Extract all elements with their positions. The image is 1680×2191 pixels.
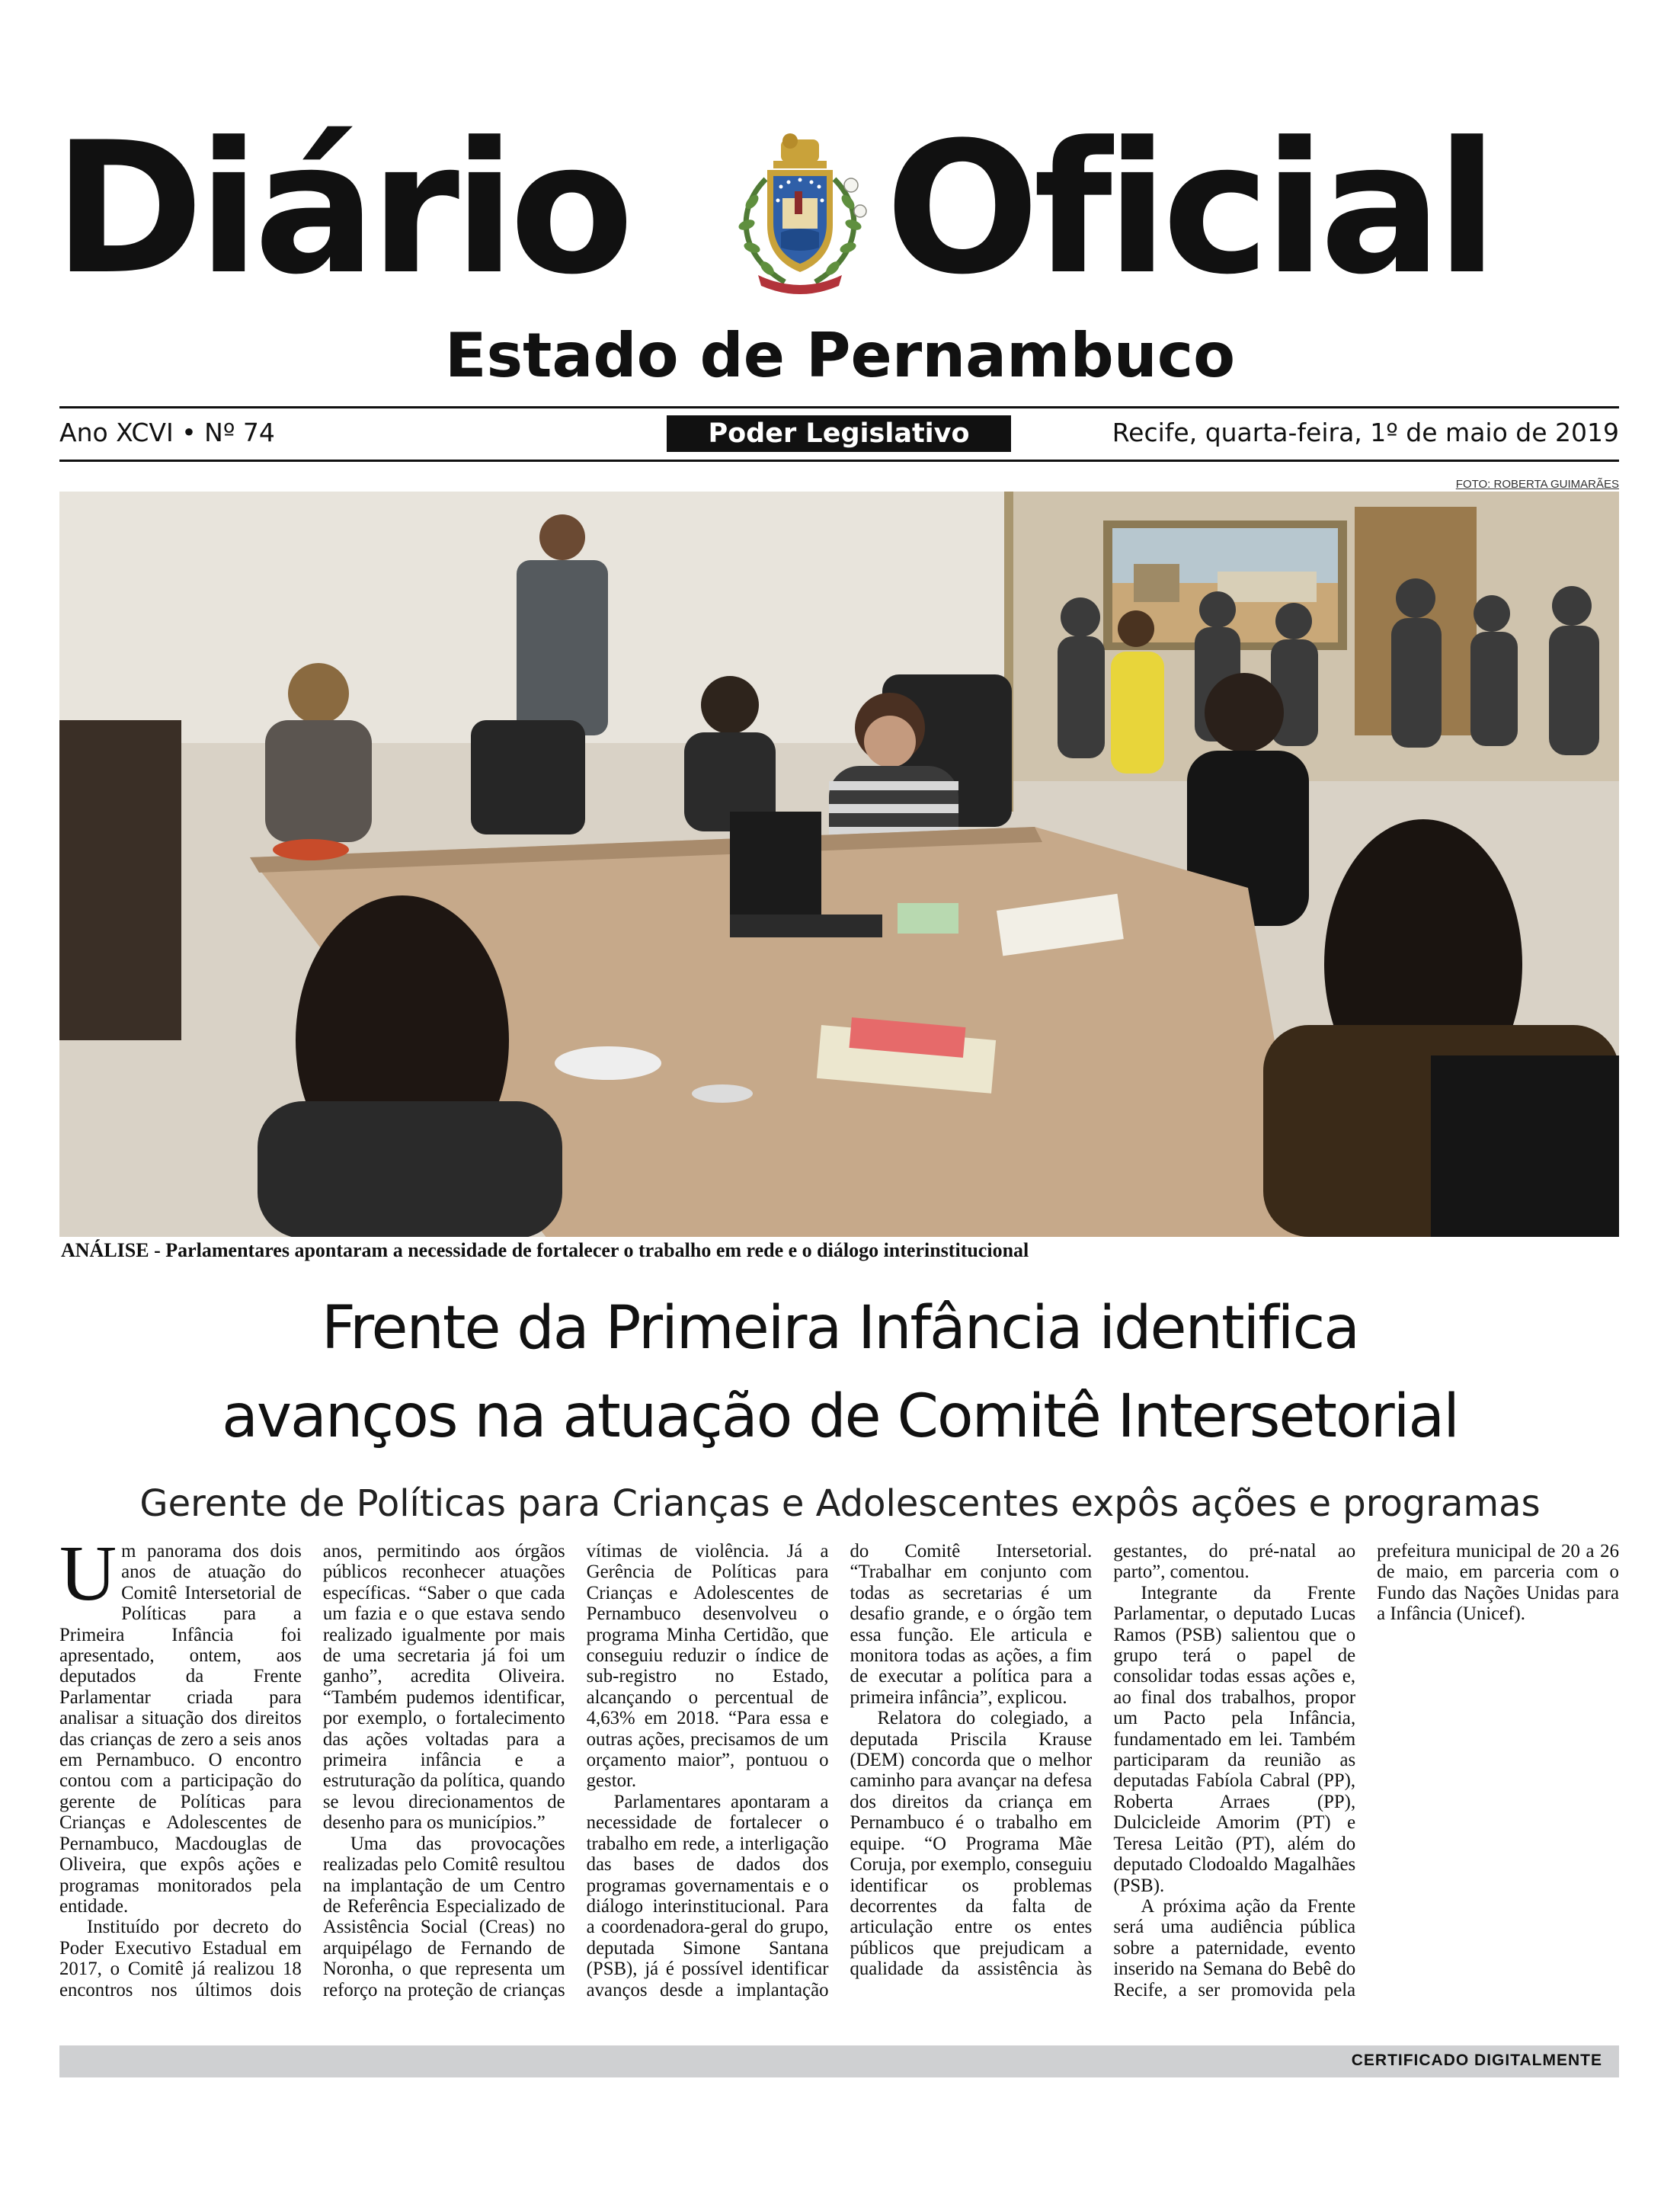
masthead-top-rule <box>59 406 1619 408</box>
article-paragraph: A próxima ação da Frente será uma audiência pública sobre a paternidade, evento inserido na Semana do Bebê do Recife, a ser promovida pela prefeitura municipal de 20 a 26 de maio, em parceria com o Fundo das Nações Unidas para a Infância (Unicef). <box>1113 1541 1619 2000</box>
headline-line-2: avanços na atuação de Comitê Intersetorial <box>222 1382 1458 1451</box>
article-deck: Gerente de Políticas para Crianças e Adolescentes expôs ações e programas <box>139 1482 1541 1525</box>
photo-caption <box>61 1239 1029 1262</box>
caption-text: Parlamentares apontaram a necessidade de fortalecer o trabalho em rede e o diálogo interinstitucional <box>160 1239 1029 1261</box>
drop-cap: U <box>59 1530 117 1617</box>
article-paragraph: Integrante da Frente Parlamentar, o deputado Lucas Ramos (PSB) salientou que o grupo terá o papel de consolidar todas essas ações e, ao final dos trabalhos, propor um Pacto pela Infância, fundamentado em lei. Também participaram da reunião as deputadas Fabíola Cabral (PP), Roberta Arraes (PP), Dulcicleide Amorim (PT) e Teresa Leitão (PT), além do deputado Clodoaldo Magalhães (PSB). <box>1113 1582 1356 1896</box>
article-paragraph: Parlamentares apontaram a necessidade de fortalecer o trabalho em rede, a interligação das bases de dados dos programas governamentais e o diálogo interinstitucional. Para a coordenadora-geral do grupo, deputada Simone Santana (PSB), já é possível identificar avanços desde a implantação do Comitê Intersetorial. “Trabalhar em conjunto com todas as secretarias é um desafio grande, e o órgão tem essa função. Ele articula e monitora todas as ações, a fim de executar a política para a primeira infância”, explicou. <box>586 1541 1093 2000</box>
article-body <box>59 1530 1619 2006</box>
dateline: Recife, quarta-feira, 1º de maio de 2019 <box>1112 418 1619 447</box>
meeting-photo <box>59 492 1619 1237</box>
headline-line-1: Frente da Primeira Infância identifica <box>321 1294 1359 1363</box>
branch-badge: Poder Legislativo <box>667 415 1011 452</box>
masthead-title-right: Oficial <box>885 104 1493 315</box>
masthead-bottom-rule <box>59 460 1619 462</box>
article-paragraph: Um panorama dos dois anos de atuação do Comitê Intersetorial de Políticas para a Primeira Infância foi apresentado, ontem, aos deputados da Frente Parlamentar criada para analisar a situação dos direitos das crianças de zero a seis anos em Pernambuco. O encontro contou com a participação do gerente de Políticas para Crianças e Adolescentes de Pernambuco, Macdouglas de Oliveira, que expôs ações e programas monitorados pela entidade. <box>59 1530 302 1917</box>
photo-credit: FOTO: ROBERTA GUIMARÃES <box>1455 478 1619 491</box>
certified-label: CERTIFICADO DIGITALMENTE <box>1351 2052 1602 2069</box>
article-paragraph: Uma das provocações realizadas pelo Comitê resultou na implantação de um Centro de Referência Especializado de Assistência Social (Creas) no arquipélago de Fernando de Noronha, o que representa um reforço na proteção de crianças vítimas de violência. Já a Gerência de Políticas para Crianças e Adolescentes de Pernambuco desenvolveu o programa Minha Certidão, que conseguiu reduzir o índice de sub-registro no Estado, alcançando o percentual de 4,63% em 2018. “Para essa e outras ações, precisamos de um orçamento maior”, pontuou o gestor. <box>322 1541 829 2000</box>
caption-lead: ANÁLISE - <box>61 1239 161 1261</box>
issue-number: Ano XCVI • Nº 74 <box>59 418 275 447</box>
article-headline <box>0 1284 1680 1461</box>
footer-bar <box>59 2045 1619 2077</box>
article-paragraph: Relatora do colegiado, a deputada Priscila Krause (DEM) concorda que o melhor caminho para avançar na defesa dos direitos da criança em Pernambuco é o trabalho em equipe. “O Programa Mãe Coruja, por exemplo, conseguiu identificar os problemas decorrentes da falta de articulação entre os entes públicos que prejudicam a qualidade da assistência às gestantes, do pré-natal ao parto”, comentou. <box>850 1541 1356 1980</box>
masthead-subtitle: Estado de Pernambuco <box>444 320 1236 391</box>
article-paragraph: Instituído por decreto do Poder Executivo Estadual em 2017, o Comitê já realizou 18 encontros nos últimos dois anos, permitindo aos órgãos públicos reconhecer atuações específicas. “Saber o que cada um fazia e o que estava sendo realizado igualmente por mais de uma secretaria já foi um ganho”, acredita Oliveira. “Também pudemos identificar, por exemplo, o fortalecimento das ações voltadas para a primeira infância e a estruturação da política, quando se levou direcionamentos de desenho para os municípios.” <box>59 1541 565 2000</box>
pernambuco-crest-icon <box>712 126 888 301</box>
masthead-title-left: Diário <box>53 104 629 315</box>
